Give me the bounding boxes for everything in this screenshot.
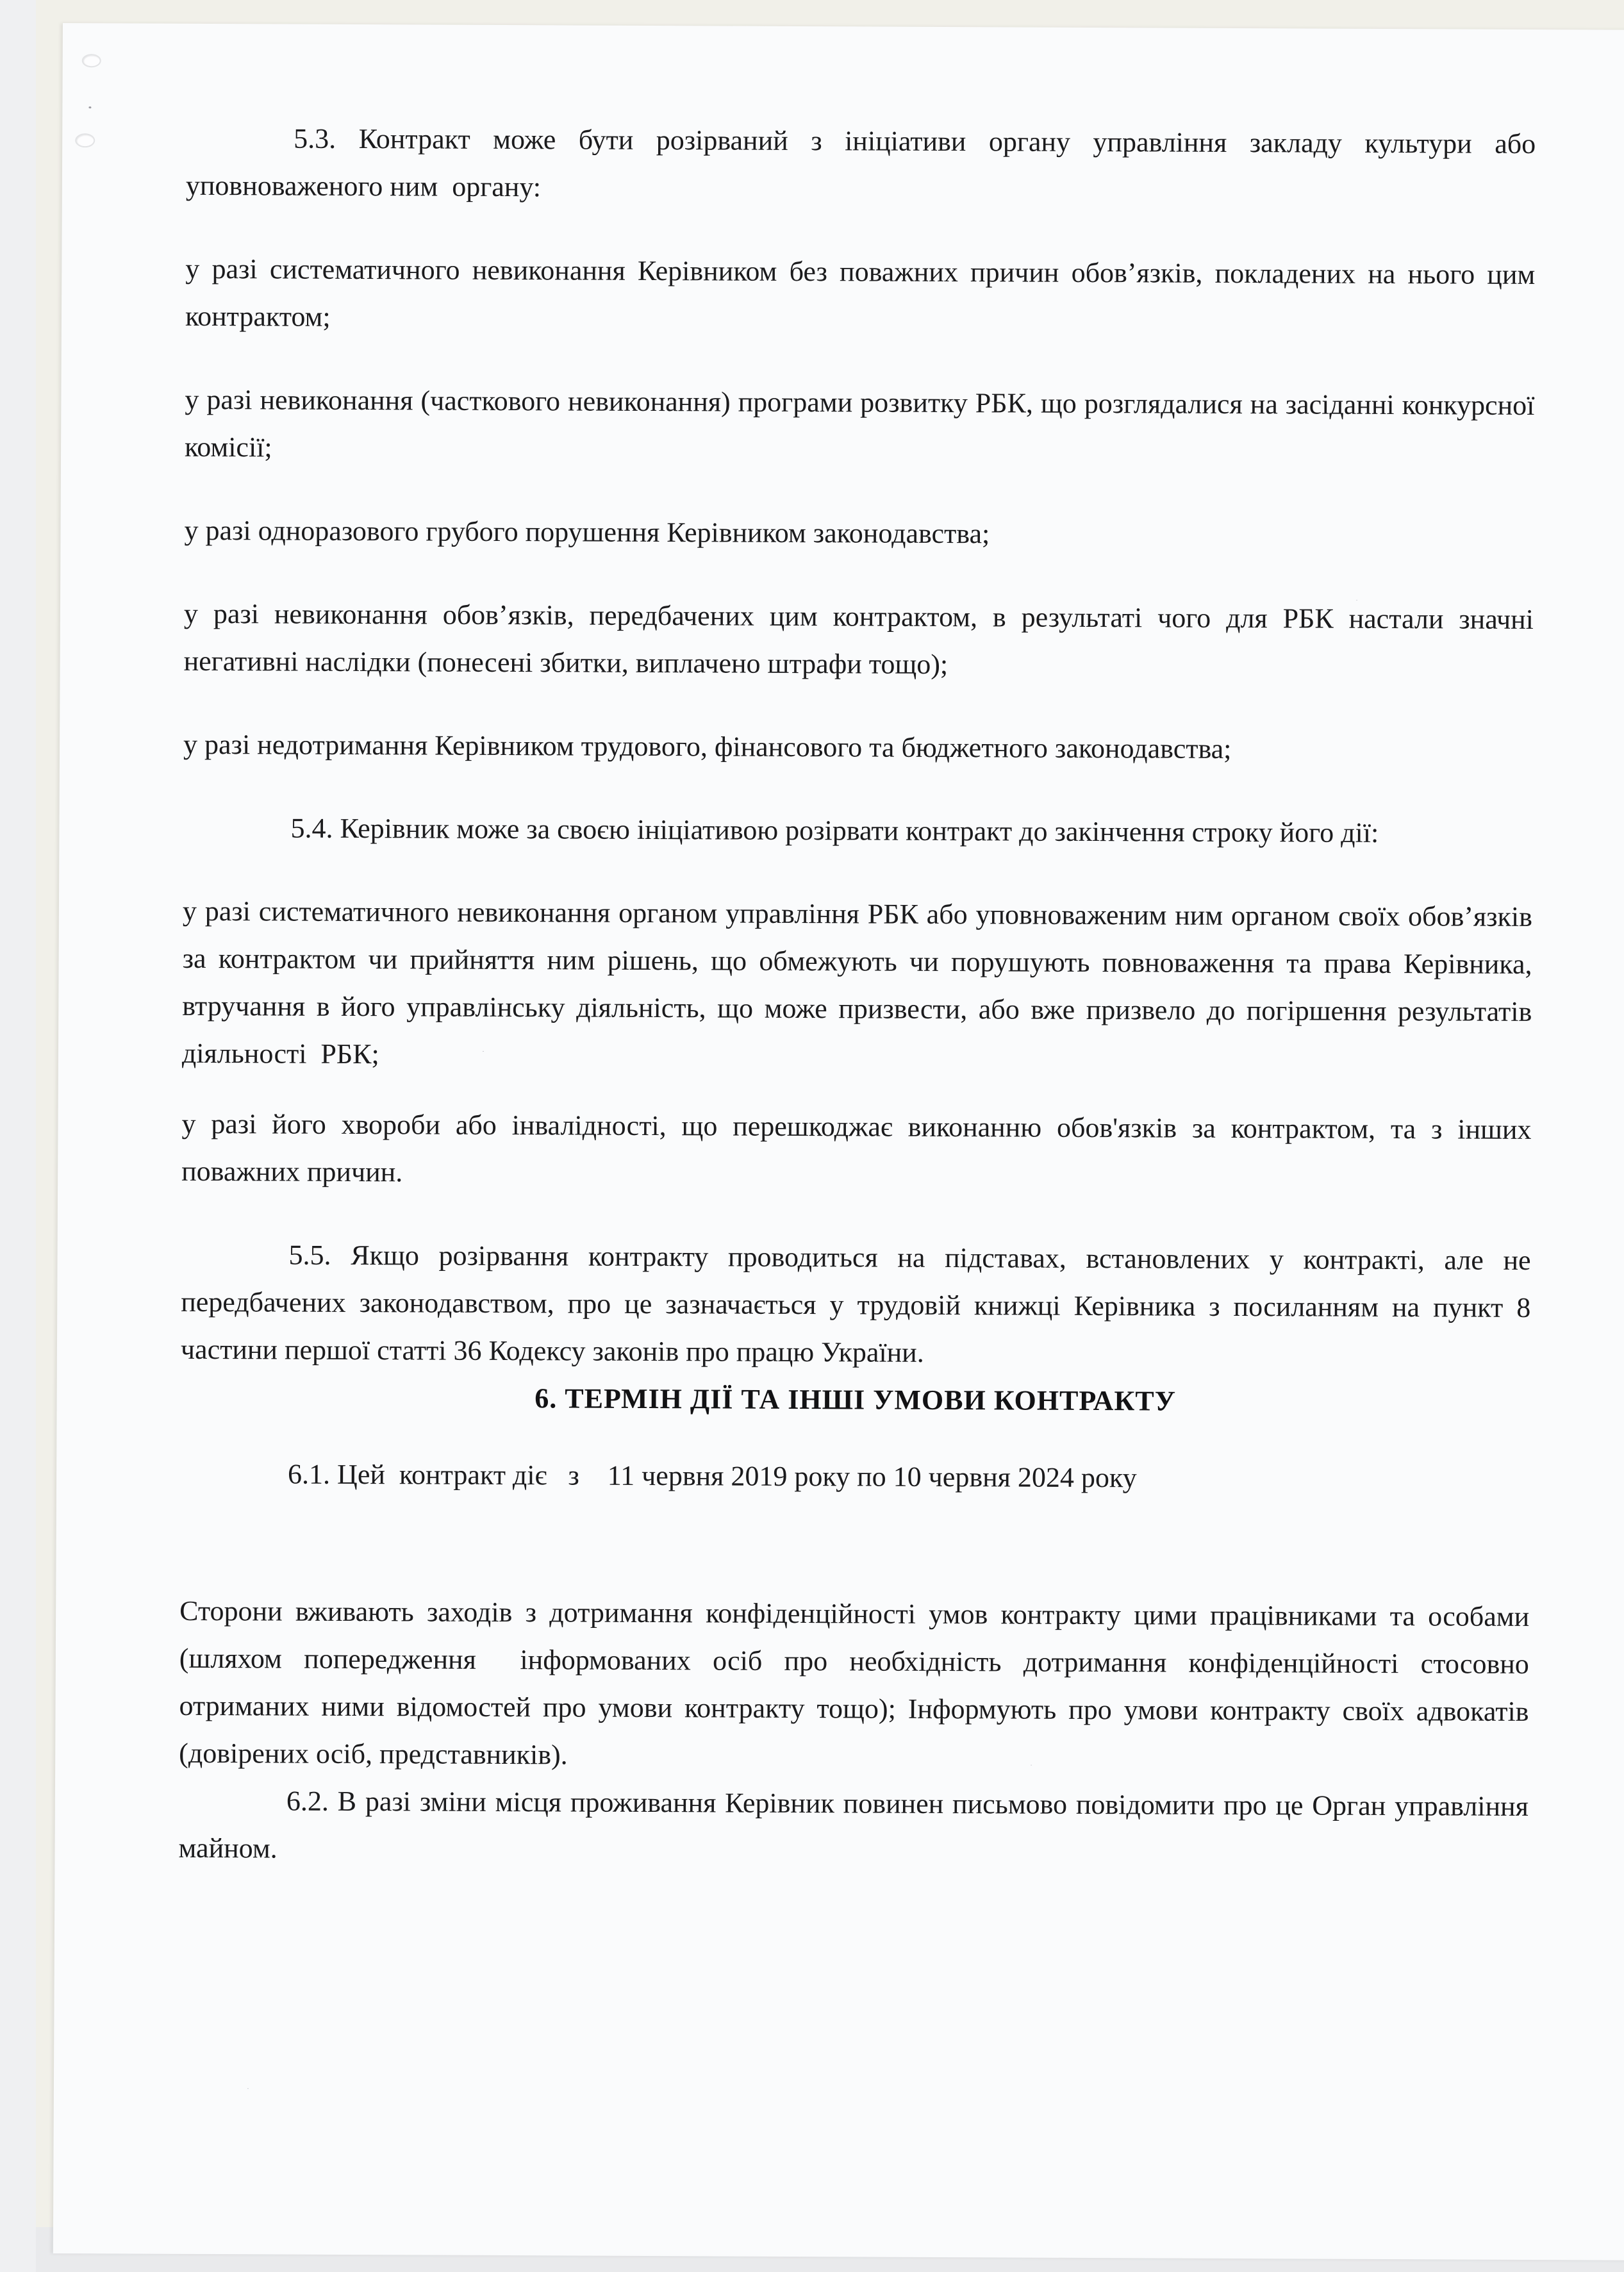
- confidentiality-paragraph: Сторони вживають заходів з дотримання конфіденційності умов контракту цими працівниками та особами (шляхом попередження інформованих осіб про необхідність дотримання конфіденційності стосовно отриманих ними відомостей про умови контракту тощо); Інформують про умови контракту своїх адвокатів (довірених осіб, представників).: [179, 1595, 1530, 1771]
- section-6-heading: 6. ТЕРМІН ДІЇ ТА ІНШІ УМОВИ КОНТРАКТУ: [534, 1382, 1177, 1417]
- document-body: [178, 115, 1536, 1878]
- punch-hole-icon: [82, 54, 101, 67]
- clause-6-1: 6.1. Цей контракт діє з 11 червня 2019 року по 10 червня 2024 року: [288, 1458, 1137, 1494]
- scanner-bed-left-edge: [0, 0, 36, 2272]
- punch-hole-icon: [75, 133, 95, 147]
- document-page: [53, 23, 1624, 2260]
- item-5-3-b: у разі невиконання (часткового невиконання) програми розвитку РБК, що розглядалися на засіданні конкурсної комісії;: [185, 383, 1535, 463]
- item-5-3-e: у разі недотримання Керівником трудового, фінансового та бюджетного законодавства;: [183, 728, 1232, 765]
- clause-6-2: 6.2. В разі зміни місця проживання Керівник повинен письмово повідомити про це Орган управління майном.: [178, 1785, 1529, 1864]
- item-5-3-c: у разі одноразового грубого порушення Керівником законодавства;: [184, 514, 990, 550]
- clause-5-5: 5.5. Якщо розірвання контракту проводиться на підставах, встановлених у контракті, але не передбачених законодавством, про це зазначається у трудовій книжці Керівника з посиланням на пункт 8 частини першої статті 36 Кодексу законів про працю України.: [180, 1239, 1531, 1368]
- item-5-3-a: у разі систематичного невиконання Керівником без поважних причин обов’язків, покладених на нього цим контрактом;: [185, 253, 1536, 333]
- scan-dust-speck: [88, 106, 91, 108]
- item-5-4-a: у разі систематичного невиконання органом управління РБК або уповноваженим ним органом своїх обов’язків за контрактом чи прийняття ним рішень, що обмежують чи порушують повноваження та права Керівника, втручання в його управлінську діяльність, що може призвести, або вже призвело до погіршення результатів діяльності РБК;: [181, 895, 1533, 1070]
- item-5-3-d: у разі невиконання обов’язків, передбачених цим контрактом, в результаті чого для РБК настали значні негативні наслідки (понесені збитки, виплачено штрафи тощо);: [183, 597, 1534, 681]
- item-5-4-b: у разі його хвороби або інвалідності, що перешкоджає виконанню обов'язків за контрактом, та з інших поважних причин.: [181, 1107, 1532, 1188]
- clause-5-3: 5.3. Контракт може бути розірваний з ініціативи органу управління закладу культури або уповноваженого ним органу:: [185, 122, 1536, 203]
- clause-5-4: 5.4. Керівник може за своєю ініціативою розірвати контракт до закінчення строку його дії:: [290, 812, 1379, 849]
